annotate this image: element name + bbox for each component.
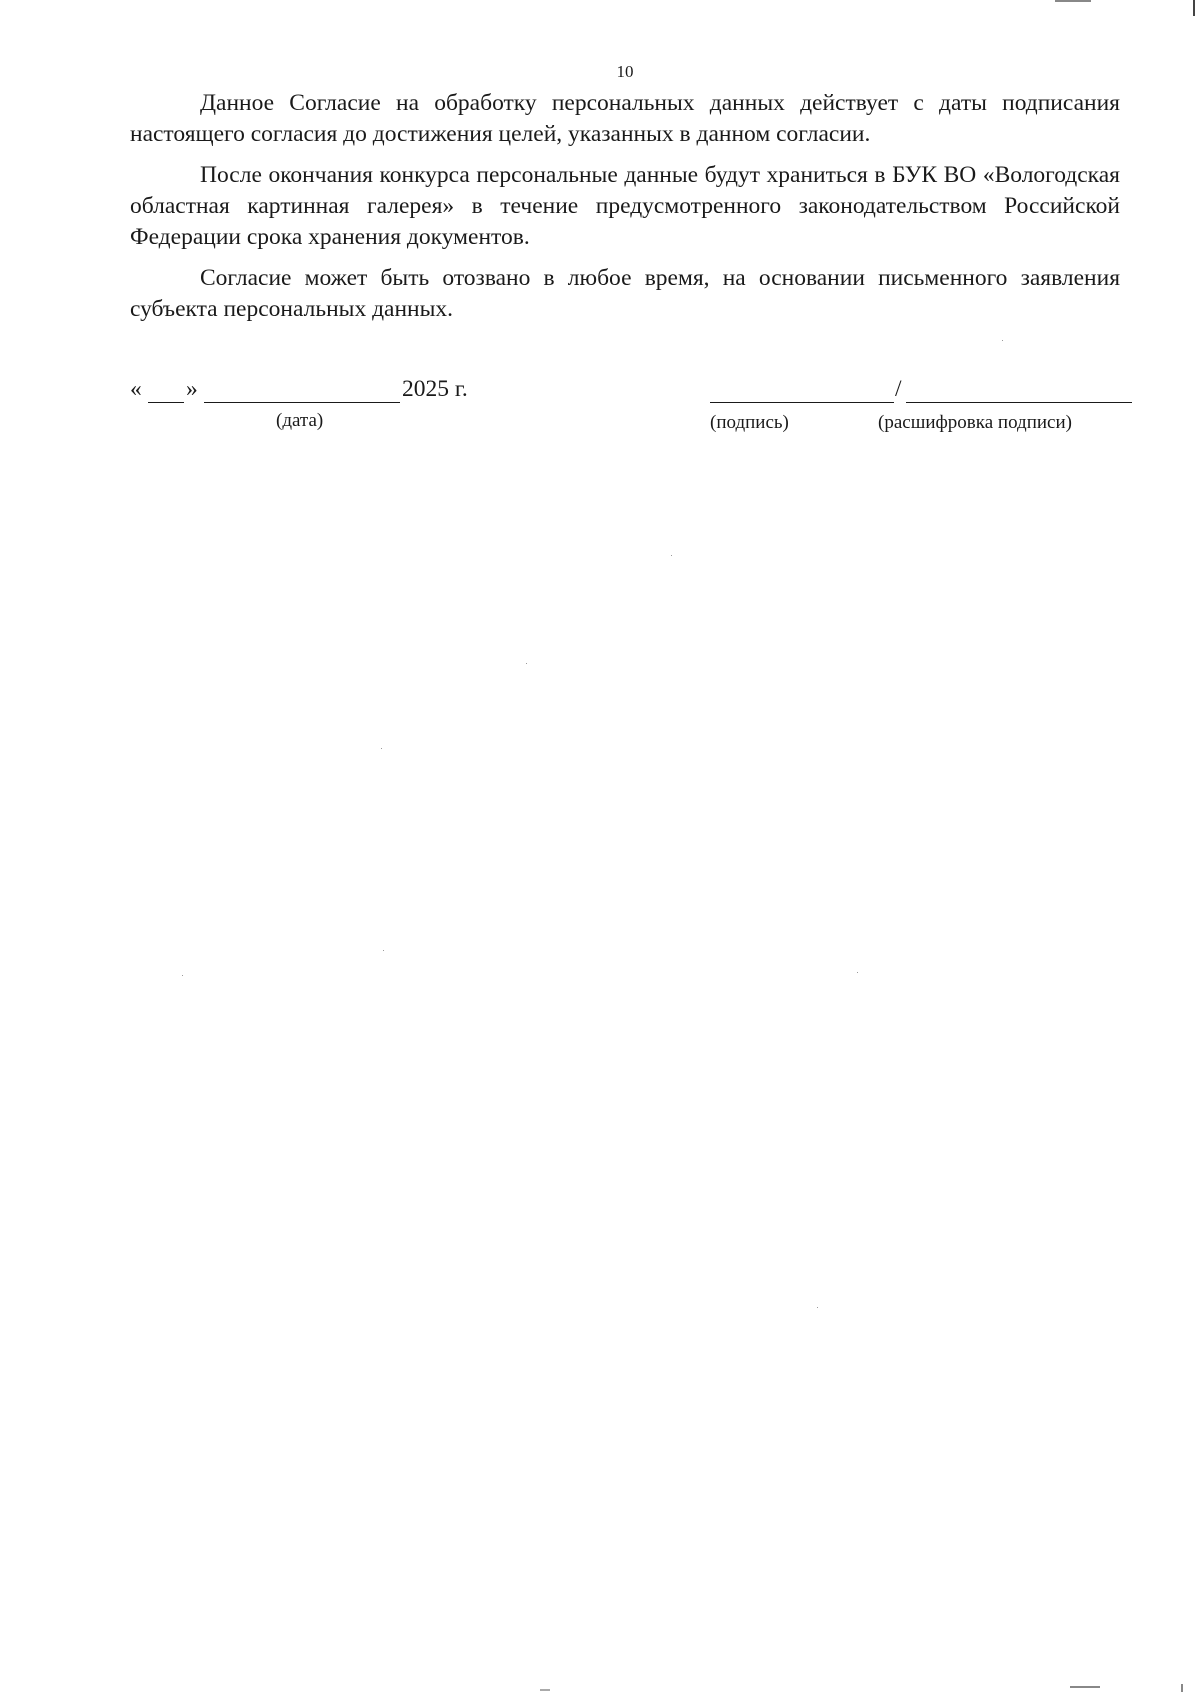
scan-speck xyxy=(381,748,382,749)
page-number: 10 xyxy=(616,62,634,81)
signature-slash: / xyxy=(895,376,902,402)
scan-edge-mark xyxy=(1181,1684,1183,1692)
month-blank[interactable] xyxy=(204,402,400,403)
date-close-quote: » xyxy=(186,376,198,402)
date-caption: (дата) xyxy=(276,410,324,431)
scan-speck xyxy=(671,555,672,556)
consent-body xyxy=(130,88,1120,335)
scan-speck xyxy=(182,975,183,976)
year-label: 2025 г. xyxy=(402,376,468,402)
signature-caption: (подпись) xyxy=(710,412,789,433)
signature-blank[interactable] xyxy=(710,402,894,403)
scan-speck xyxy=(526,663,527,664)
scan-speck xyxy=(383,950,384,951)
scan-edge-mark xyxy=(1193,0,1195,16)
scan-edge-mark xyxy=(1055,0,1091,2)
paragraph-storage: После окончания конкурса персональные данные будут храниться в БУК ВО «Вологодская областная картинная галерея» в течение предусмотренного законодательством Российской Федерации срока хранения документов. xyxy=(130,162,1120,250)
scan-speck xyxy=(1002,340,1003,341)
scan-edge-mark xyxy=(540,1689,550,1691)
scan-speck xyxy=(857,972,858,973)
scan-speck xyxy=(817,1307,818,1308)
day-blank[interactable] xyxy=(148,402,184,403)
paragraph-revocation: Согласие может быть отозвано в любое время, на основании письменного заявления субъекта персональных данных. xyxy=(130,265,1120,322)
decoding-caption: (расшифровка подписи) xyxy=(878,412,1072,433)
scan-edge-mark xyxy=(1070,1686,1100,1688)
date-open-quote: « xyxy=(130,376,142,402)
signature-decoding-blank[interactable] xyxy=(906,402,1132,403)
paragraph-validity: Данное Согласие на обработку персональных данных действует с даты подписания настоящего согласия до достижения целей, указанных в данном согласии. xyxy=(130,90,1120,147)
